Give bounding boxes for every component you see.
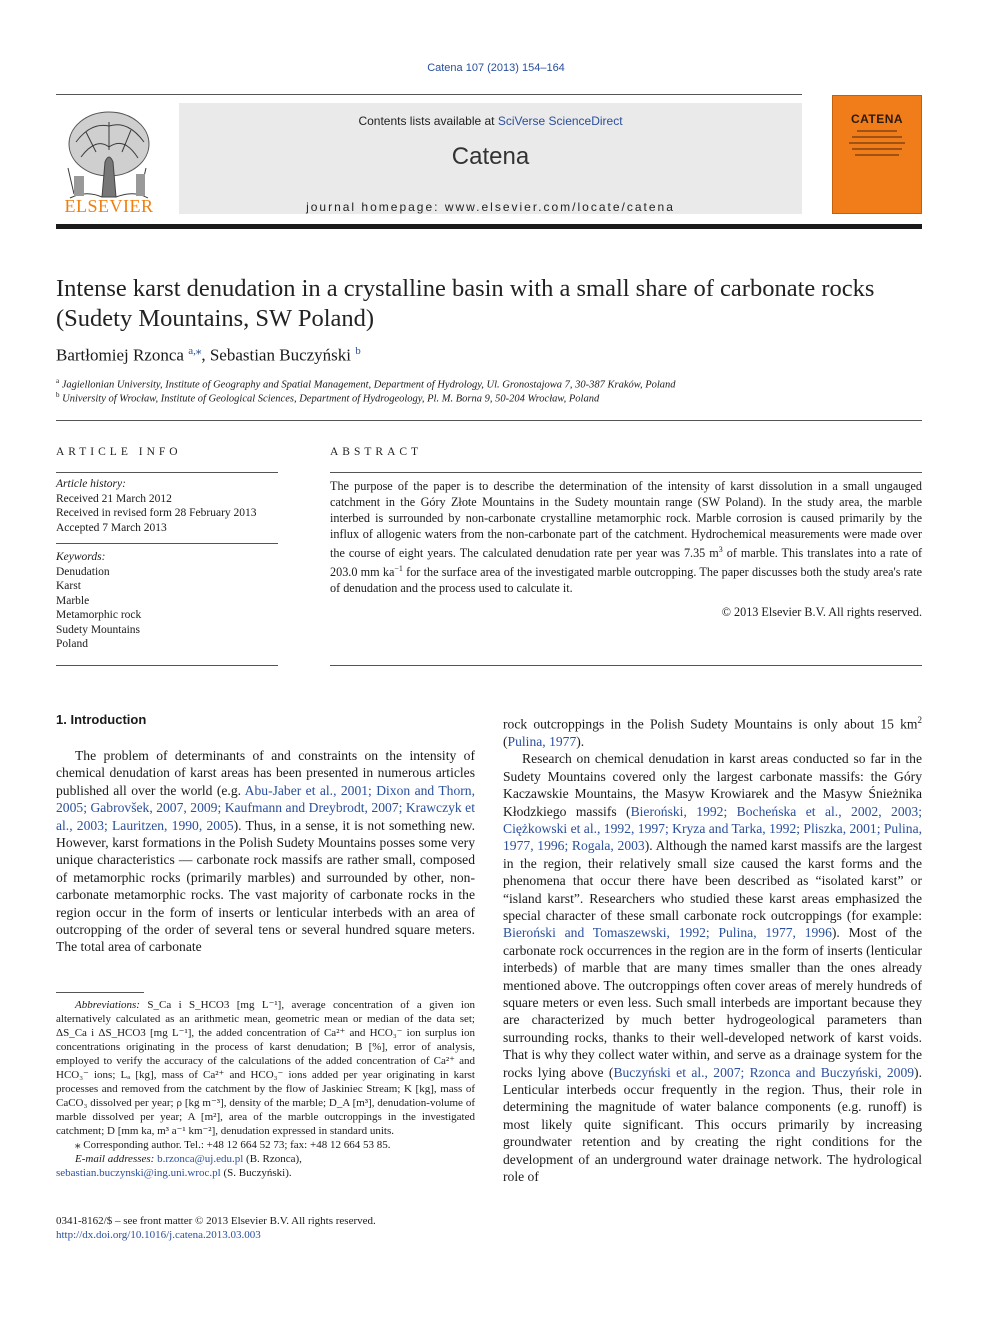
keywords: [56, 550, 278, 652]
abbreviations-label: Abbreviations:: [75, 999, 148, 1011]
abstract-copyright: © 2013 Elsevier B.V. All rights reserved.: [721, 605, 922, 619]
superscript-minus-1: −1: [394, 564, 403, 574]
reference-links[interactable]: Bieroński and Tomaszewski, 1992; Pulina, 1977, 1996: [503, 925, 832, 941]
email-link[interactable]: sebastian.buczynski@ing.uni.wroc.pl: [56, 1167, 221, 1179]
affiliation-text: University of Wrocław, Institute of Geological Sciences, Department of Hydrogeology, Pl. M. Borna 9, 50-204 Wrocław, Poland: [62, 393, 600, 405]
masthead-top-rule: [56, 94, 802, 95]
author-list: [56, 344, 922, 366]
cover-title: CATENA: [850, 112, 904, 126]
journal-masthead: [56, 94, 922, 228]
paragraph-text: The problem of determinants of and constraints on the intensity of chemical denudation of karst areas has been presented in numerous articles published all over the world (e.g.: [56, 748, 475, 798]
journal-name: Catena: [451, 143, 530, 170]
header-divider: [56, 420, 922, 421]
article-title: Intense karst denudation in a crystalline basin with a small share of carbonate rocks (Sudety Mountains, SW Poland): [56, 275, 875, 332]
footnotes: [56, 998, 475, 1180]
keyword: Metamorphic rock: [56, 609, 142, 621]
abstract-text-part: of marble. This translates into a rate of 203.0 mm ka: [330, 546, 923, 580]
keyword: Poland: [56, 638, 88, 650]
abstract-heading: ABSTRACT: [330, 446, 423, 458]
reference-links[interactable]: Bieroński, 1992; Bocheńska et al., 2002, 2003; Ciężkowski et al., 1992, 1997; Kryza and Tarka, 1992; Pliszka, 2001; Pulina, 1977, 1996; Rogala, 2003: [503, 803, 923, 854]
reference-link[interactable]: Pulina, 1977: [507, 733, 577, 749]
superscript-3: 3: [718, 545, 723, 554]
intro-right-column: [503, 712, 922, 1186]
email-owner: (S. Buczyński).: [220, 1167, 292, 1179]
paragraph-text: rock outcroppings in the Polish Sudety Mountains is only about 15 km: [503, 716, 918, 732]
paragraph-text: ). Thus, in a sense, it is not something new. However, karst formations in the Polish Sudety Mountains posses some very unique characteristics — carbonate rock massifs are rather small, composed of metamorphic rocks (primarily marbles) and surrounded by other, non-carbonate metamorphic rocks. The vast majority of carbonate rocks in the region occur in the form of inserts or lenticular interbeds with an area of outcropping of the order of several tens or several hundred square meters. The total area of carbonate: [56, 817, 476, 955]
section-heading-introduction: 1. Introduction: [56, 712, 147, 727]
paragraph-text: ). Although the named karst massifs are the largest in the region, their relatively small size caused the karst forms and the phenomena that occur there have been described as “isolated karst” or “island karst”. Researchers who studied these karst areas emphasized the special character of these small carbonate rock outcroppings (for example:: [503, 838, 922, 923]
journal-citation[interactable]: Catena 107 (2013) 154–164: [427, 62, 565, 74]
cover-text-line: [849, 142, 905, 144]
reference-links[interactable]: Buczyński et al., 2007; Rzonca and Buczyński, 2009: [613, 1064, 915, 1080]
email-owner: (B. Rzonca),: [243, 1153, 302, 1165]
superscript-2: 2: [917, 715, 922, 725]
article-info-bottom-rule: [56, 665, 278, 666]
keyword: Karst: [56, 580, 81, 592]
journal-cover-thumbnail[interactable]: [832, 95, 922, 214]
article-history: [56, 477, 278, 535]
intro-paragraph-1-cont: rock outcroppings in the Polish Sudety Mountains is only about 15 $km^2$ (Pulina, 1977).: [503, 715, 922, 749]
email-link[interactable]: b.rzonca@uj.edu.pl: [157, 1153, 244, 1165]
affiliation-a: [56, 377, 922, 391]
corresponding-author-note: ⁎ Corresponding author. Tel.: +48 12 664 52 73; fax: +48 12 664 53 85.: [75, 1139, 391, 1151]
affiliation-mark: a: [56, 377, 60, 385]
cover-text-line: [852, 148, 902, 150]
article-info-rule: [56, 472, 278, 473]
author-name: Bartłomiej Rzonca: [56, 345, 184, 365]
issn-line: 0341-8162/$ – see front matter © 2013 Elsevier B.V. All rights reserved.: [56, 1215, 376, 1227]
keywords-label: Keywords:: [56, 551, 106, 563]
author-name: Sebastian Buczyński: [209, 345, 351, 365]
abstract-text: [330, 478, 922, 596]
keyword: Denudation: [56, 565, 110, 578]
front-matter: [56, 1214, 476, 1242]
intro-paragraph-2: [503, 750, 922, 1185]
email-note-cont: [56, 1166, 475, 1180]
reference-links[interactable]: Abu-Jaber et al., 2001; Dixon and Thorn, 2005; Gabrovšek, 2007, 2009; Kaufmann and Dreybrodt, 2007; Krawczyk et al., 2003; Lauritzen, 1990, 2005: [56, 782, 475, 833]
history-accepted: Accepted 7 March 2013: [56, 521, 167, 534]
author-affiliation-mark[interactable]: b: [355, 345, 361, 357]
author-separator: ,: [201, 345, 210, 365]
masthead-bottom-rule: [56, 224, 922, 229]
affiliation-b: [56, 391, 922, 405]
keywords-rule: [56, 543, 278, 544]
history-revised: Received in revised form 28 February 2013: [56, 507, 257, 519]
contents-line: [179, 114, 802, 128]
affiliation-text: Jagiellonian University, Institute of Geography and Spatial Management, Department of Hydrology, Ul. Gronostajowa 7, 30-387 Kraków, Poland: [61, 379, 676, 391]
intro-left-column: [56, 747, 475, 956]
affiliation-mark: b: [56, 391, 60, 399]
journal-homepage-link[interactable]: journal homepage: www.elsevier.com/locate/catena: [306, 200, 675, 214]
keyword: Sudety Mountains: [56, 623, 141, 636]
email-note: [56, 1152, 475, 1166]
journal-banner: [179, 103, 802, 214]
cover-text-line: [857, 130, 897, 132]
keyword: Marble: [56, 594, 90, 607]
abstract-text-part: The purpose of the paper is to describe the determination of the intensity of karst dissolution in a small ungauged catchment in the Góry Złote Mountains in the Sudety mountain range (SW Poland). In the study area, the marble interbed is surrounded by non-carbonate crystalline metamorphic rock. Marble corrosion is caused primarily by the influx of allogenic waters from the non-carbonate part of the catchment. Hydrochemical measurements were made over the course of eight years. The calculated denudation rate per year was 7.35 m: [330, 479, 922, 561]
abstract-rule: [330, 472, 922, 473]
abbreviations-footnote: [56, 998, 475, 1138]
cover-text-line: [852, 136, 902, 138]
cover-text-line: [855, 154, 899, 156]
paragraph-text: ). Lenticular interbeds occur frequently in the region. Thus, their role in determining the magnitude of water balance components (e.g. runoff) is most likely quite significant. This occurs primarily by increasing groundwater retention and by creating the right conditions for the development of an underground water drainage network. The hydrological role of: [503, 1064, 922, 1185]
email-label: E-mail addresses:: [75, 1153, 158, 1165]
paragraph-text: Research on chemical denudation in karst areas conducted so far in the Sudety Mountains covered only the largest carbonate massifs: the Góry Kaczawskie Mountains, the Masyw Krowiarek and the Masyw Śnieżnika Kłodzkiego massifs (: [503, 751, 922, 819]
footnote-rule: [56, 992, 144, 993]
abstract-bottom-rule: [330, 665, 922, 666]
history-label: Article history:: [56, 478, 126, 490]
paragraph-text: ). Most of the carbonate rock occurrences in the region are in the form of inserts (lenticular interbeds) of marble that are many times smaller than the ones already mentioned above. The outcroppings often cover areas of merely hundreds of square meters or even less. Such small interbeds are important because they are characterized by much better hydrogeological parameters than surrounding rocks, thanks to their well-developed network of karst voids. That is why they collect water within, and serve as a drainage system for the rocks lying above (: [503, 925, 922, 1080]
sciencedirect-link[interactable]: SciVerse ScienceDirect: [497, 114, 623, 128]
doi-link[interactable]: http://dx.doi.org/10.1016/j.catena.2013.03.003: [56, 1229, 261, 1241]
abstract-text-part: for the surface area of the investigated marble outcropping. The paper discusses both the study area's rate of denudation and the process used to calculate it.: [330, 565, 922, 596]
contents-prefix: Contents lists available at: [358, 114, 498, 128]
intro-paragraph-1: [56, 747, 475, 956]
history-received: Received 21 March 2012: [56, 492, 172, 505]
abbreviations-text: S_Ca i S_HCO3 [mg L⁻¹], average concentration of a given ion alternatively calculated as an arithmetic mean, geometric mean or median of the data set; ΔS_Ca i ΔS_HCO3 [mg L⁻¹], the added concentration of Ca²⁺ and HCO₃⁻ ion surplus ion concentrations originating in the process of karst denudation; B [%], error of analysis, employed to verify the accuracy of the calculations of the added concentration of Ca²⁺ and HCO₃⁻ ions; Lₐ [kg], mass of Ca²⁺ and HCO₃⁻ ions added per year originating in karst processes and removed from the catchment by the flow of Jaskiniec Stream; K [kg], mass of CaCO₃ dissolved per year; ρ [kg m⁻³], density of the marble; D_A [m³], denudation-volume of marble dissolved per year; A [m²], area of the marble outcroppings in the investigated catchment; D [mm ka, m³ a⁻¹ km⁻²], denudation expressed in standard units.: [56, 999, 475, 1137]
article-info-heading: ARTICLE INFO: [56, 446, 182, 458]
elsevier-wordmark: ELSEVIER: [64, 196, 154, 216]
author-affiliation-mark[interactable]: a,⁎: [188, 345, 202, 357]
